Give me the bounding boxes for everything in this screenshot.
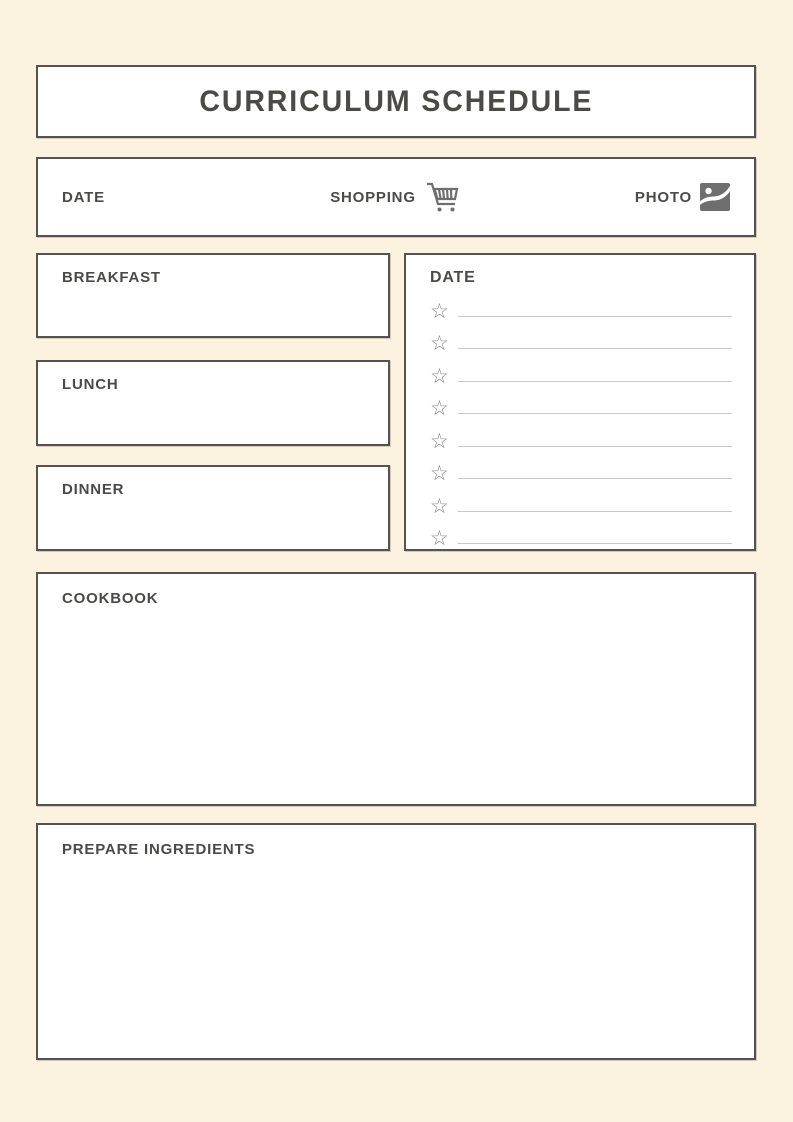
fill-in-line: [458, 381, 732, 382]
prepare-ingredients-label: PREPARE INGREDIENTS: [62, 841, 256, 858]
star-checklist-row: [430, 291, 732, 324]
fill-in-line: [458, 478, 732, 479]
star-icon: ☆: [430, 397, 449, 420]
date-label: DATE: [62, 188, 105, 206]
fill-in-line: [458, 316, 732, 317]
fill-in-line: [458, 543, 732, 544]
star-checklist-row: [430, 324, 732, 357]
page-title: CURRICULUM SCHEDULE: [199, 84, 593, 118]
cookbook-label: COOKBOOK: [62, 590, 159, 607]
star-icon: ☆: [430, 429, 449, 453]
star-icon: ☆: [430, 527, 449, 550]
fill-in-line: [458, 446, 732, 447]
title-box: [36, 65, 756, 138]
date-star-list: [430, 291, 732, 551]
star-checklist-row: [430, 454, 732, 487]
fill-in-line: [458, 511, 732, 512]
lunch-label: LUNCH: [62, 376, 119, 393]
lunch-box: [36, 360, 390, 446]
breakfast-label: BREAKFAST: [62, 269, 161, 286]
star-checklist-row: [430, 389, 732, 422]
date-panel-label: DATE: [430, 269, 476, 286]
star-icon: ☆: [430, 462, 449, 485]
date-field: [62, 189, 105, 206]
info-row: [36, 157, 756, 237]
star-icon: ☆: [430, 332, 449, 355]
star-checklist-row: [430, 519, 732, 552]
dinner-label: DINNER: [62, 481, 125, 498]
shopping-cart-icon: [424, 180, 462, 214]
star-icon: ☆: [430, 494, 449, 518]
shopping-label: SHOPPING: [330, 188, 416, 206]
fill-in-line: [458, 413, 732, 414]
photo-field: [635, 183, 730, 211]
date-panel: [404, 253, 756, 551]
star-icon: ☆: [430, 364, 449, 388]
star-checklist-row: [430, 421, 732, 454]
cookbook-box: [36, 572, 756, 806]
dinner-box: [36, 465, 390, 551]
star-checklist-row: [430, 356, 732, 389]
star-icon: ☆: [430, 299, 449, 323]
photo-icon: [700, 183, 730, 211]
breakfast-box: [36, 253, 390, 338]
prepare-ingredients-box: [36, 823, 756, 1060]
photo-label: PHOTO: [634, 188, 692, 206]
star-checklist-row: [430, 486, 732, 519]
fill-in-line: [458, 348, 732, 349]
shopping-field: [330, 180, 462, 214]
